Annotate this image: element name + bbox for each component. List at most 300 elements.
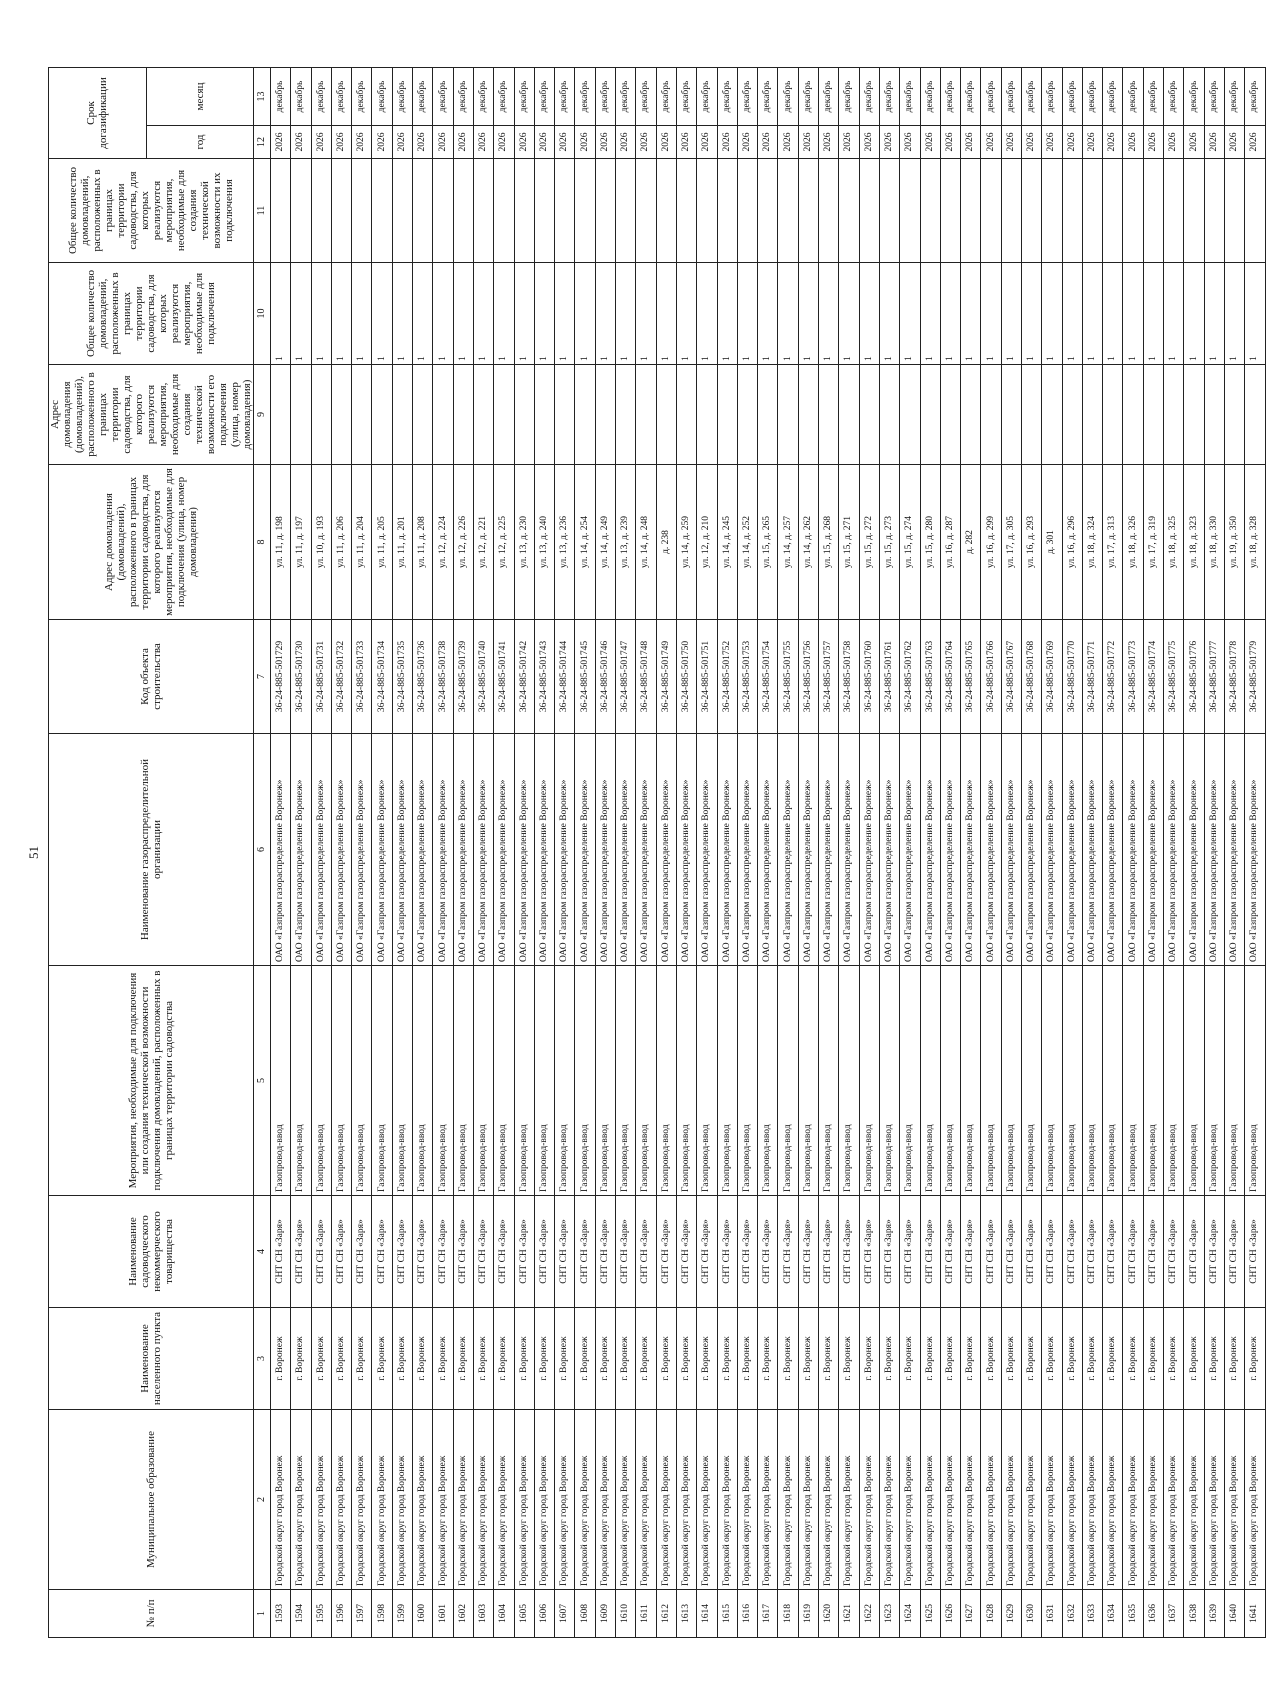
cell-year: 2026 <box>616 126 636 159</box>
cell-gas-org: ОАО «Газпром газораспределение Воронеж» <box>392 734 412 966</box>
cell-municipality: Городской округ город Воронеж <box>372 1410 392 1590</box>
cell-month: декабрь <box>717 67 737 125</box>
cell-partnership: СНТ СН «Заря» <box>900 1196 920 1308</box>
cell-address-tech <box>920 365 940 465</box>
cell-partnership: СНТ СН «Заря» <box>636 1196 656 1308</box>
cell-object-code: 36-24-885-501751 <box>697 620 717 734</box>
cell-settlement: г. Воронеж <box>697 1308 717 1410</box>
cell-address-tech <box>1103 365 1123 465</box>
table-row <box>697 67 717 1637</box>
cell-count-connect: 1 <box>819 263 839 365</box>
cell-partnership: СНТ СН «Заря» <box>1123 1196 1143 1308</box>
cell-month: декабрь <box>636 67 656 125</box>
cell-row-number: 1609 <box>595 1590 615 1638</box>
cell-count-tech <box>737 159 757 263</box>
table-row <box>1042 67 1062 1637</box>
cell-address: ул. 13, д. 239 <box>616 465 636 620</box>
cell-settlement: г. Воронеж <box>1103 1308 1123 1410</box>
cell-address-tech <box>413 365 433 465</box>
cell-address: ул. 18, д. 326 <box>1123 465 1143 620</box>
cell-settlement: г. Воронеж <box>271 1308 291 1410</box>
cell-month: декабрь <box>1123 67 1143 125</box>
cell-count-connect: 1 <box>311 263 331 365</box>
cell-address: ул. 16, д. 293 <box>1021 465 1041 620</box>
cell-address-tech <box>839 365 859 465</box>
cell-year: 2026 <box>392 126 412 159</box>
cell-address: д. 301 <box>1042 465 1062 620</box>
header-partnership: Наименование садоводческого некоммерческого товарищества <box>49 1196 254 1308</box>
cell-count-tech <box>1062 159 1082 263</box>
table-row <box>514 67 534 1637</box>
cell-year: 2026 <box>1224 126 1244 159</box>
cell-count-connect: 1 <box>656 263 676 365</box>
cell-settlement: г. Воронеж <box>656 1308 676 1410</box>
cell-measure: Газопровод-ввод <box>1001 966 1021 1196</box>
cell-settlement: г. Воронеж <box>758 1308 778 1410</box>
page-number: 51 <box>26 846 41 859</box>
cell-address: ул. 12, д. 226 <box>453 465 473 620</box>
cell-settlement: г. Воронеж <box>879 1308 899 1410</box>
cell-settlement: г. Воронеж <box>1062 1308 1082 1410</box>
cell-address: ул. 12, д. 210 <box>697 465 717 620</box>
table-row <box>859 67 879 1637</box>
cell-address-tech <box>616 365 636 465</box>
cell-year: 2026 <box>494 126 514 159</box>
cell-row-number: 1622 <box>859 1590 879 1638</box>
cell-month: декабрь <box>920 67 940 125</box>
cell-municipality: Городской округ город Воронеж <box>1021 1410 1041 1590</box>
cell-measure: Газопровод-ввод <box>1123 966 1143 1196</box>
cell-object-code: 36-24-885-501743 <box>534 620 554 734</box>
cell-address-tech <box>697 365 717 465</box>
cell-measure: Газопровод-ввод <box>1082 966 1102 1196</box>
cell-month: декабрь <box>676 67 696 125</box>
cell-municipality: Городской округ город Воронеж <box>494 1410 514 1590</box>
cell-year: 2026 <box>1164 126 1184 159</box>
cell-partnership: СНТ СН «Заря» <box>534 1196 554 1308</box>
cell-settlement: г. Воронеж <box>940 1308 960 1410</box>
table-row <box>271 67 291 1637</box>
cell-count-connect: 1 <box>1001 263 1021 365</box>
cell-count-tech <box>1224 159 1244 263</box>
cell-partnership: СНТ СН «Заря» <box>1224 1196 1244 1308</box>
cell-object-code: 36-24-885-501761 <box>879 620 899 734</box>
cell-partnership: СНТ СН «Заря» <box>737 1196 757 1308</box>
cell-address: ул. 12, д. 225 <box>494 465 514 620</box>
cell-gas-org: ОАО «Газпром газораспределение Воронеж» <box>737 734 757 966</box>
cell-count-tech <box>758 159 778 263</box>
table-row <box>676 67 696 1637</box>
cell-address: ул. 11, д. 197 <box>291 465 311 620</box>
cell-count-tech <box>575 159 595 263</box>
cell-address: ул. 11, д. 204 <box>352 465 372 620</box>
cell-settlement: г. Воронеж <box>676 1308 696 1410</box>
cell-row-number: 1621 <box>839 1590 859 1638</box>
cell-count-tech <box>1143 159 1163 263</box>
cell-municipality: Городской округ город Воронеж <box>1164 1410 1184 1590</box>
table-row <box>453 67 473 1637</box>
cell-partnership: СНТ СН «Заря» <box>473 1196 493 1308</box>
cell-count-connect: 1 <box>473 263 493 365</box>
cell-municipality: Городской округ город Воронеж <box>595 1410 615 1590</box>
cell-object-code: 36-24-885-501745 <box>575 620 595 734</box>
cell-row-number: 1615 <box>717 1590 737 1638</box>
cell-year: 2026 <box>453 126 473 159</box>
cell-count-connect: 1 <box>352 263 372 365</box>
cell-count-tech <box>656 159 676 263</box>
table-row <box>961 67 981 1637</box>
cell-count-tech <box>291 159 311 263</box>
cell-count-tech <box>453 159 473 263</box>
cell-municipality: Городской округ город Воронеж <box>1204 1410 1224 1590</box>
cell-partnership: СНТ СН «Заря» <box>271 1196 291 1308</box>
table-row <box>1245 67 1265 1637</box>
cell-object-code: 36-24-885-501733 <box>352 620 372 734</box>
cell-address: ул. 16, д. 287 <box>940 465 960 620</box>
cell-address: д. 238 <box>656 465 676 620</box>
cell-gas-org: ОАО «Газпром газораспределение Воронеж» <box>1021 734 1041 966</box>
cell-gas-org: ОАО «Газпром газораспределение Воронеж» <box>717 734 737 966</box>
cell-municipality: Городской округ город Воронеж <box>575 1410 595 1590</box>
cell-address-tech <box>758 365 778 465</box>
cell-row-number: 1633 <box>1082 1590 1102 1638</box>
cell-address-tech <box>1143 365 1163 465</box>
cell-count-tech <box>331 159 351 263</box>
cell-count-connect: 1 <box>595 263 615 365</box>
cell-count-connect: 1 <box>1103 263 1123 365</box>
cell-partnership: СНТ СН «Заря» <box>1062 1196 1082 1308</box>
cell-row-number: 1638 <box>1184 1590 1204 1638</box>
cell-year: 2026 <box>331 126 351 159</box>
cell-object-code: 36-24-885-501765 <box>961 620 981 734</box>
column-number: 9 <box>254 365 271 465</box>
cell-month: декабрь <box>433 67 453 125</box>
cell-gas-org: ОАО «Газпром газораспределение Воронеж» <box>859 734 879 966</box>
cell-partnership: СНТ СН «Заря» <box>717 1196 737 1308</box>
cell-row-number: 1614 <box>697 1590 717 1638</box>
cell-year: 2026 <box>676 126 696 159</box>
cell-address-tech <box>798 365 818 465</box>
cell-address: ул. 14, д. 248 <box>636 465 656 620</box>
cell-settlement: г. Воронеж <box>961 1308 981 1410</box>
cell-address: ул. 19, д. 350 <box>1224 465 1244 620</box>
cell-settlement: г. Воронеж <box>331 1308 351 1410</box>
cell-gas-org: ОАО «Газпром газораспределение Воронеж» <box>575 734 595 966</box>
table-row <box>1021 67 1041 1637</box>
cell-partnership: СНТ СН «Заря» <box>372 1196 392 1308</box>
cell-address: ул. 15, д. 274 <box>900 465 920 620</box>
cell-count-connect: 1 <box>879 263 899 365</box>
cell-month: декабрь <box>494 67 514 125</box>
cell-year: 2026 <box>1204 126 1224 159</box>
cell-settlement: г. Воронеж <box>717 1308 737 1410</box>
cell-object-code: 36-24-885-501779 <box>1245 620 1265 734</box>
column-number: 4 <box>254 1196 271 1308</box>
cell-settlement: г. Воронеж <box>1143 1308 1163 1410</box>
cell-gas-org: ОАО «Газпром газораспределение Воронеж» <box>900 734 920 966</box>
cell-partnership: СНТ СН «Заря» <box>352 1196 372 1308</box>
cell-year: 2026 <box>961 126 981 159</box>
cell-settlement: г. Воронеж <box>453 1308 473 1410</box>
cell-count-connect: 1 <box>981 263 1001 365</box>
cell-measure: Газопровод-ввод <box>676 966 696 1196</box>
cell-row-number: 1618 <box>778 1590 798 1638</box>
cell-measure: Газопровод-ввод <box>514 966 534 1196</box>
cell-settlement: г. Воронеж <box>534 1308 554 1410</box>
cell-object-code: 36-24-885-501758 <box>839 620 859 734</box>
cell-partnership: СНТ СН «Заря» <box>1042 1196 1062 1308</box>
cell-partnership: СНТ СН «Заря» <box>1103 1196 1123 1308</box>
cell-count-tech <box>778 159 798 263</box>
cell-address-tech <box>473 365 493 465</box>
cell-measure: Газопровод-ввод <box>1042 966 1062 1196</box>
cell-settlement: г. Воронеж <box>413 1308 433 1410</box>
cell-month: декабрь <box>1001 67 1021 125</box>
cell-object-code: 36-24-885-501777 <box>1204 620 1224 734</box>
cell-gas-org: ОАО «Газпром газораспределение Воронеж» <box>413 734 433 966</box>
cell-year: 2026 <box>1184 126 1204 159</box>
column-number: 7 <box>254 620 271 734</box>
cell-row-number: 1594 <box>291 1590 311 1638</box>
cell-measure: Газопровод-ввод <box>1224 966 1244 1196</box>
cell-gas-org: ОАО «Газпром газораспределение Воронеж» <box>798 734 818 966</box>
column-number: 12 <box>254 126 271 159</box>
cell-row-number: 1601 <box>433 1590 453 1638</box>
cell-month: декабрь <box>534 67 554 125</box>
cell-row-number: 1623 <box>879 1590 899 1638</box>
cell-address-tech <box>778 365 798 465</box>
cell-partnership: СНТ СН «Заря» <box>331 1196 351 1308</box>
cell-count-connect: 1 <box>413 263 433 365</box>
cell-address-tech <box>900 365 920 465</box>
cell-gas-org: ОАО «Газпром газораспределение Воронеж» <box>534 734 554 966</box>
cell-gas-org: ОАО «Газпром газораспределение Воронеж» <box>961 734 981 966</box>
cell-partnership: СНТ СН «Заря» <box>1245 1196 1265 1308</box>
cell-address-tech <box>291 365 311 465</box>
cell-municipality: Городской округ город Воронеж <box>352 1410 372 1590</box>
cell-gas-org: ОАО «Газпром газораспределение Воронеж» <box>940 734 960 966</box>
cell-address-tech <box>656 365 676 465</box>
cell-address: ул. 17, д. 313 <box>1103 465 1123 620</box>
cell-year: 2026 <box>717 126 737 159</box>
cell-measure: Газопровод-ввод <box>291 966 311 1196</box>
cell-partnership: СНТ СН «Заря» <box>311 1196 331 1308</box>
cell-object-code: 36-24-885-501756 <box>798 620 818 734</box>
cell-count-tech <box>900 159 920 263</box>
cell-month: декабрь <box>271 67 291 125</box>
table-row <box>555 67 575 1637</box>
cell-row-number: 1613 <box>676 1590 696 1638</box>
cell-address: ул. 13, д. 240 <box>534 465 554 620</box>
cell-measure: Газопровод-ввод <box>392 966 412 1196</box>
cell-object-code: 36-24-885-501748 <box>636 620 656 734</box>
table-row <box>778 67 798 1637</box>
cell-row-number: 1608 <box>575 1590 595 1638</box>
cell-partnership: СНТ СН «Заря» <box>1204 1196 1224 1308</box>
cell-gas-org: ОАО «Газпром газораспределение Воронеж» <box>1224 734 1244 966</box>
cell-row-number: 1641 <box>1245 1590 1265 1638</box>
cell-count-tech <box>473 159 493 263</box>
cell-measure: Газопровод-ввод <box>1143 966 1163 1196</box>
cell-row-number: 1637 <box>1164 1590 1184 1638</box>
cell-count-connect: 1 <box>271 263 291 365</box>
cell-year: 2026 <box>514 126 534 159</box>
cell-settlement: г. Воронеж <box>737 1308 757 1410</box>
table-row <box>920 67 940 1637</box>
cell-measure: Газопровод-ввод <box>271 966 291 1196</box>
cell-address: ул. 18, д. 324 <box>1082 465 1102 620</box>
table-row <box>595 67 615 1637</box>
cell-count-connect: 1 <box>331 263 351 365</box>
cell-partnership: СНТ СН «Заря» <box>1001 1196 1021 1308</box>
cell-partnership: СНТ СН «Заря» <box>819 1196 839 1308</box>
cell-year: 2026 <box>778 126 798 159</box>
cell-row-number: 1620 <box>819 1590 839 1638</box>
cell-gas-org: ОАО «Газпром газораспределение Воронеж» <box>494 734 514 966</box>
cell-count-tech <box>819 159 839 263</box>
cell-settlement: г. Воронеж <box>372 1308 392 1410</box>
cell-gas-org: ОАО «Газпром газораспределение Воронеж» <box>920 734 940 966</box>
cell-municipality: Городской округ город Воронеж <box>413 1410 433 1590</box>
cell-settlement: г. Воронеж <box>575 1308 595 1410</box>
cell-month: декабрь <box>514 67 534 125</box>
cell-month: декабрь <box>879 67 899 125</box>
table-row <box>737 67 757 1637</box>
cell-year: 2026 <box>311 126 331 159</box>
cell-gas-org: ОАО «Газпром газораспределение Воронеж» <box>1123 734 1143 966</box>
cell-count-connect: 1 <box>636 263 656 365</box>
cell-row-number: 1606 <box>534 1590 554 1638</box>
cell-measure: Газопровод-ввод <box>494 966 514 1196</box>
cell-partnership: СНТ СН «Заря» <box>656 1196 676 1308</box>
cell-object-code: 36-24-885-501760 <box>859 620 879 734</box>
cell-year: 2026 <box>291 126 311 159</box>
cell-object-code: 36-24-885-501776 <box>1184 620 1204 734</box>
cell-month: декабрь <box>839 67 859 125</box>
cell-address-tech <box>453 365 473 465</box>
cell-count-connect: 1 <box>798 263 818 365</box>
cell-settlement: г. Воронеж <box>1021 1308 1041 1410</box>
cell-measure: Газопровод-ввод <box>534 966 554 1196</box>
header-term: Срок догазификации <box>49 67 147 158</box>
cell-partnership: СНТ СН «Заря» <box>291 1196 311 1308</box>
cell-address: ул. 15, д. 272 <box>859 465 879 620</box>
cell-settlement: г. Воронеж <box>798 1308 818 1410</box>
cell-municipality: Городской округ город Воронеж <box>981 1410 1001 1590</box>
cell-row-number: 1639 <box>1204 1590 1224 1638</box>
cell-count-tech <box>392 159 412 263</box>
cell-count-connect: 1 <box>433 263 453 365</box>
cell-address-tech <box>819 365 839 465</box>
cell-month: декабрь <box>798 67 818 125</box>
table-row <box>331 67 351 1637</box>
cell-partnership: СНТ СН «Заря» <box>839 1196 859 1308</box>
table-row <box>311 67 331 1637</box>
cell-partnership: СНТ СН «Заря» <box>697 1196 717 1308</box>
header-num: № п/п <box>49 1590 254 1638</box>
cell-count-tech <box>595 159 615 263</box>
cell-count-tech <box>940 159 960 263</box>
cell-municipality: Городской округ город Воронеж <box>1103 1410 1123 1590</box>
cell-object-code: 36-24-885-501738 <box>433 620 453 734</box>
table-row <box>413 67 433 1637</box>
cell-municipality: Городской округ город Воронеж <box>1123 1410 1143 1590</box>
cell-year: 2026 <box>900 126 920 159</box>
table-row <box>1204 67 1224 1637</box>
cell-partnership: СНТ СН «Заря» <box>1082 1196 1102 1308</box>
column-number-row <box>254 67 271 1637</box>
cell-municipality: Городской округ город Воронеж <box>1001 1410 1021 1590</box>
cell-municipality: Городской округ город Воронеж <box>311 1410 331 1590</box>
cell-address: ул. 14, д. 252 <box>737 465 757 620</box>
cell-month: декабрь <box>595 67 615 125</box>
cell-address: ул. 18, д. 330 <box>1204 465 1224 620</box>
cell-gas-org: ОАО «Газпром газораспределение Воронеж» <box>1184 734 1204 966</box>
cell-count-connect: 1 <box>940 263 960 365</box>
cell-count-tech <box>433 159 453 263</box>
cell-count-tech <box>981 159 1001 263</box>
table-body <box>271 67 1266 1637</box>
table-row <box>392 67 412 1637</box>
cell-count-tech <box>697 159 717 263</box>
cell-year: 2026 <box>1062 126 1082 159</box>
cell-month: декабрь <box>819 67 839 125</box>
cell-measure: Газопровод-ввод <box>1184 966 1204 1196</box>
cell-month: декабрь <box>1062 67 1082 125</box>
cell-municipality: Городской округ город Воронеж <box>1245 1410 1265 1590</box>
cell-gas-org: ОАО «Газпром газораспределение Воронеж» <box>1062 734 1082 966</box>
cell-object-code: 36-24-885-501741 <box>494 620 514 734</box>
cell-address-tech <box>1123 365 1143 465</box>
cell-count-tech <box>1204 159 1224 263</box>
cell-count-connect: 1 <box>291 263 311 365</box>
cell-settlement: г. Воронеж <box>1001 1308 1021 1410</box>
cell-year: 2026 <box>1103 126 1123 159</box>
column-number: 2 <box>254 1410 271 1590</box>
cell-gas-org: ОАО «Газпром газораспределение Воронеж» <box>331 734 351 966</box>
cell-measure: Газопровод-ввод <box>778 966 798 1196</box>
header-address: Адрес домовладения (домовладений), расположенного в границах территории садоводства, для которого реализуются мероприятия, необходимые для подключения (улица, номер домовладения) <box>49 465 254 620</box>
cell-municipality: Городской округ город Воронеж <box>473 1410 493 1590</box>
cell-year: 2026 <box>595 126 615 159</box>
cell-count-tech <box>1021 159 1041 263</box>
cell-gas-org: ОАО «Газпром газораспределение Воронеж» <box>656 734 676 966</box>
cell-partnership: СНТ СН «Заря» <box>494 1196 514 1308</box>
cell-object-code: 36-24-885-501757 <box>819 620 839 734</box>
cell-address: ул. 11, д. 208 <box>413 465 433 620</box>
cell-year: 2026 <box>1021 126 1041 159</box>
cell-object-code: 36-24-885-501736 <box>413 620 433 734</box>
cell-settlement: г. Воронеж <box>1042 1308 1062 1410</box>
table-row <box>1001 67 1021 1637</box>
table-row <box>1123 67 1143 1637</box>
cell-measure: Газопровод-ввод <box>453 966 473 1196</box>
column-number: 11 <box>254 159 271 263</box>
cell-settlement: г. Воронеж <box>616 1308 636 1410</box>
cell-count-tech <box>1184 159 1204 263</box>
cell-measure: Газопровод-ввод <box>900 966 920 1196</box>
table-row <box>291 67 311 1637</box>
cell-settlement: г. Воронеж <box>1123 1308 1143 1410</box>
table-row <box>1062 67 1082 1637</box>
cell-year: 2026 <box>1001 126 1021 159</box>
cell-address-tech <box>372 365 392 465</box>
cell-row-number: 1603 <box>473 1590 493 1638</box>
cell-settlement: г. Воронеж <box>778 1308 798 1410</box>
cell-gas-org: ОАО «Газпром газораспределение Воронеж» <box>676 734 696 966</box>
cell-year: 2026 <box>534 126 554 159</box>
cell-row-number: 1593 <box>271 1590 291 1638</box>
